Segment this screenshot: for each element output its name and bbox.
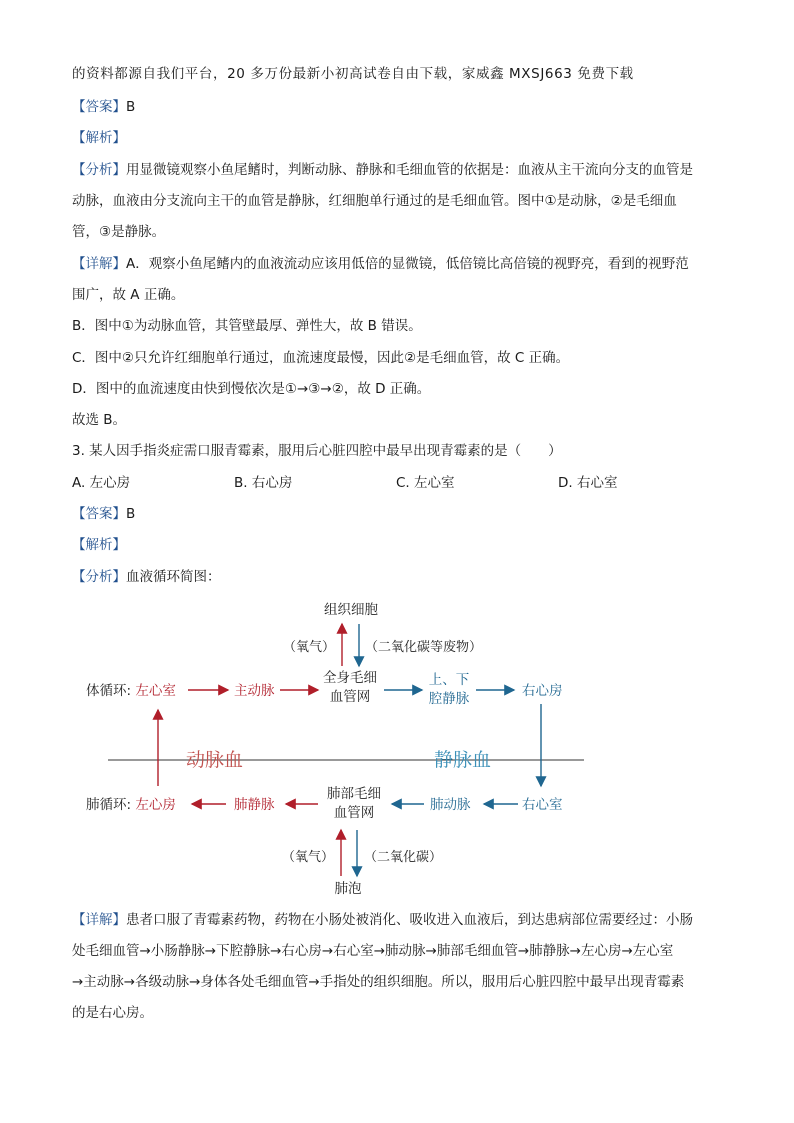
venous-blood-label: 静脉血 [434,749,492,771]
fenxi-tag: 【分析】 [72,162,126,178]
pulmonary-circulation-label [86,796,176,813]
arterial-blood-label: 动脉血 [186,749,244,771]
pulmonary-artery-label: 肺动脉 [430,797,471,813]
xiangjie-text: A．观察小鱼尾鳍内的血液流动应该用低倍的显微镜，低倍镜比高倍镜的视野亮，看到的视野范 [126,256,689,272]
systemic-circulation-label [86,682,176,699]
answer-tag: 【答案】 [72,99,126,115]
xiangjie-tag: 【详解】 [72,912,126,928]
q2-option-b-explanation: B．图中①为动脉血管，其管壁最厚、弹性大，故 B 错误。 [72,318,422,334]
left-ventricle-label: 左心室 [135,683,176,699]
q3-xiangjie-line-3: →主动脉→各级动脉→身体各处毛细血管→手指处的组织细胞。所以，服用后心脏四腔中最早出现青霉素 [72,974,685,990]
fenxi-text: 血液循环简图： [126,569,221,585]
lung-capillary-label-1: 肺部毛细 [327,786,381,802]
q3-xiangjie-line-1 [72,910,693,930]
alveoli-label: 肺泡 [334,881,362,897]
vena-cava-label-1: 上、下 [428,672,470,688]
answer-value: B [126,99,136,115]
header-note: 的资料都源自我们平台，20 多万份最新小初高试卷自由下载，家威鑫 MXSJ663 免费下载 [72,66,634,82]
xiangjie-tag: 【详解】 [72,256,126,272]
co2-bottom-label: （二氧化碳） [364,850,443,865]
answer-tag: 【答案】 [72,506,126,522]
q2-option-c-explanation: C．图中②只允许红细胞单行通过，血流速度最慢，因此②是毛细血管，故 C 正确。 [72,350,570,366]
systemic-prefix: 体循环: [86,683,132,699]
q3-xiangjie-line-4: 的是右心房。 [72,1005,153,1021]
q3-xiangjie-line-2: 处毛细血管→小肠静脉→下腔静脉→右心房→右心室→肺动脉→肺部毛细血管→肺静脉→左心房→左心室 [72,943,674,959]
q2-fenxi-line-3: 管，③是静脉。 [72,224,166,240]
q3-analysis-tag: 【解析】 [72,537,126,553]
q3-option-d: D. 右心室 [558,475,618,491]
co2-top-label: （二氧化碳等废物） [365,640,483,655]
q2-option-d-explanation: D．图中的血流速度由快到慢依次是①→③→②，故 D 正确。 [72,381,431,397]
q2-analysis-tag: 【解析】 [72,130,126,146]
pulmonary-prefix: 肺循环: [86,797,132,813]
oxygen-top-label: （氧气） [283,640,336,655]
oxygen-bottom-label: （氧气） [282,850,335,865]
body-capillary-label-2: 血管网 [329,689,371,705]
fenxi-text: 用显微镜观察小鱼尾鳍时，判断动脉、静脉和毛细血管的依据是：血液从主干流向分支的血管是 [126,162,693,178]
right-ventricle-label: 右心室 [522,797,563,813]
answer-value: B [126,506,136,522]
right-atrium-label: 右心房 [522,683,563,699]
q2-xiangjie-line-2: 围广，故 A 正确。 [72,287,185,303]
fenxi-tag: 【分析】 [72,569,126,585]
q2-conclusion: 故选 B。 [72,412,127,428]
tissue-cell-label: 组织细胞 [324,602,378,618]
q3-option-a: A. 左心房 [72,475,131,491]
aorta-label: 主动脉 [234,683,275,699]
pulmonary-vein-label: 肺静脉 [234,797,275,813]
q2-fenxi-line-2: 动脉，血液由分支流向主干的血管是静脉，红细胞单行通过的是毛细血管。图中①是动脉，②是毛细血 [72,193,677,209]
lung-capillary-label-2: 血管网 [333,805,375,821]
left-atrium-label: 左心房 [135,797,176,813]
body-capillary-label-1: 全身毛细 [323,670,377,686]
q3-option-c: C. 左心室 [396,475,455,491]
vena-cava-label-2: 腔静脉 [428,691,470,707]
xiangjie-text: 患者口服了青霉素药物，药物在小肠处被消化、吸收进入血液后，到达患病部位需要经过：小肠 [126,912,693,928]
q3-option-b: B. 右心房 [234,475,293,491]
q3-stem: 3. 某人因手指炎症需口服青霉素，服用后心脏四腔中最早出现青霉素的是（ ） [72,443,562,459]
